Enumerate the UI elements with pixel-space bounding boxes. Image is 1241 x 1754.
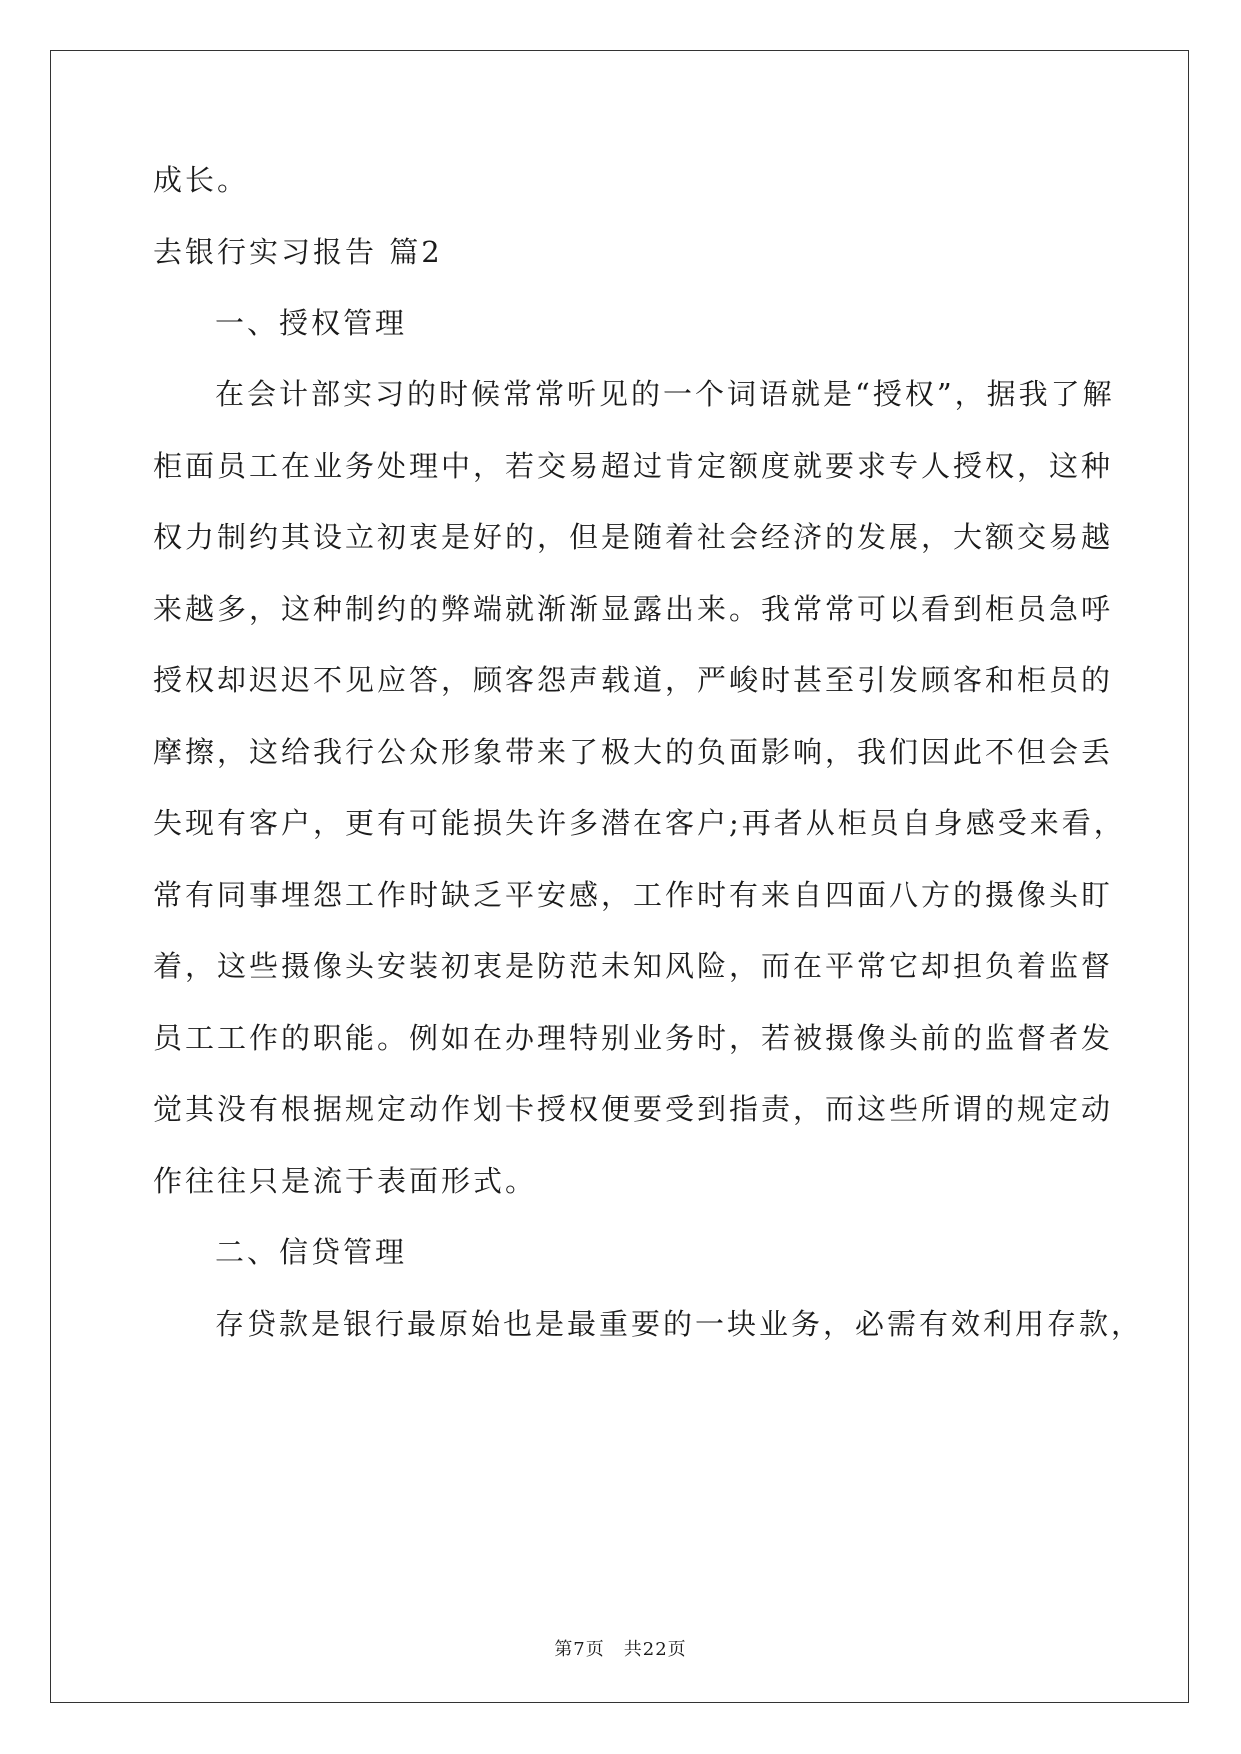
paragraph-line: 着，这些摄像头安装初衷是防范未知风险，而在平常它却担负着监督: [153, 949, 1114, 983]
paragraph-line: 员工工作的职能。例如在办理特别业务时，若被摄像头前的监督者发: [153, 1021, 1114, 1055]
paragraph-line: 常有同事埋怨工作时缺乏平安感，工作时有来自四面八方的摄像头盯: [153, 878, 1114, 912]
paragraph-line: 在会计部实习的时候常常听见的一个词语就是“授权”，据我了解: [215, 377, 1115, 411]
paragraph-line: 来越多，这种制约的弊端就渐渐显露出来。我常常可以看到柜员急呼: [153, 592, 1114, 626]
text-line: 成长。: [153, 163, 250, 197]
paragraph-line: 失现有客户，更有可能损失许多潜在客户;再者从柜员自身感受来看，: [153, 806, 1126, 840]
paragraph-line: 觉其没有根据规定动作划卡授权便要受到指责，而这些所谓的规定动: [153, 1092, 1114, 1126]
section-title: 去银行实习报告 篇2: [153, 235, 443, 269]
paragraph-line: 摩擦，这给我行公众形象带来了极大的负面影响，我们因此不但会丢: [153, 735, 1114, 769]
paragraph-line: 存贷款是银行最原始也是最重要的一块业务，必需有效利用存款，: [215, 1307, 1144, 1341]
paragraph-line: 授权却迟迟不见应答，顾客怨声载道，严峻时甚至引发顾客和柜员的: [153, 663, 1114, 697]
subsection-heading: 二、信贷管理: [215, 1235, 408, 1269]
subsection-heading: 一、授权管理: [215, 306, 408, 340]
paragraph-line: 权力制约其设立初衷是好的，但是随着社会经济的发展，大额交易越: [153, 520, 1114, 554]
paragraph-line: 作往往只是流于表面形式。: [153, 1164, 538, 1198]
page-number: 第7页 共22页: [554, 1639, 687, 1660]
paragraph-line: 柜面员工在业务处理中，若交易超过肯定额度就要求专人授权，这种: [153, 449, 1114, 483]
